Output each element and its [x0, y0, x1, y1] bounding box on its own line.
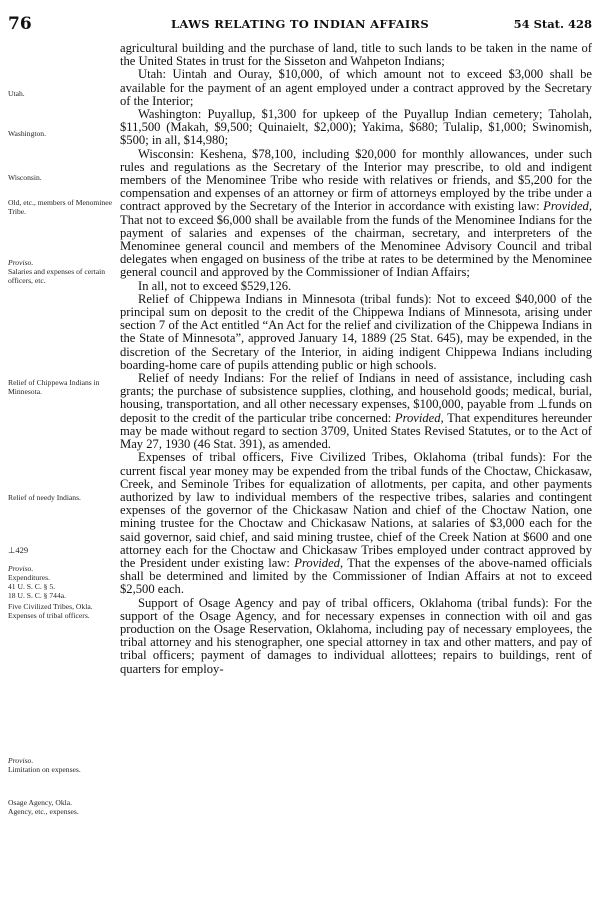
margin-note-usc-2: 18 U. S. C. § 744a. [8, 591, 67, 600]
margin-note-salaries: Salaries and expenses of certain officers, etc. [8, 267, 105, 285]
proviso-label: Proviso. [8, 258, 34, 267]
margin-note-osage-title: Osage Agency, Okla. [8, 798, 73, 807]
margin-note-proviso-limitation [8, 756, 112, 774]
page-break-marker: ⊥429 [8, 545, 29, 555]
proviso-label: Proviso. [8, 756, 34, 765]
margin-note-expenditures: Expenditures. [8, 573, 50, 582]
margin-note-usc-1: 41 U. S. C. § 5. [8, 582, 56, 591]
margin-note-limitation: Limitation on expenses. [8, 765, 81, 774]
paragraph-osage: Support of Osage Agency and pay of tribal officers, Oklahoma (tribal funds): For the support of the Osage Agency, and for necessary expenses in connection with oil and gas production on the Osage Reservation, Oklahoma, including pay of necessary employees, the tribal attorney and his stenographer, one special attorney in tax and other matters, and pay of tribal officers; payment of damages to individual allottees; repairs to buildings, rent of quarters for employ- [120, 595, 592, 676]
margin-note-proviso [8, 258, 112, 285]
running-title: LAWS RELATING TO INDIAN AFFAIRS [171, 17, 429, 31]
page-header [8, 14, 592, 34]
paragraph-needy-indians: Relief of needy Indians: For the relief of Indians in need of assistance, including cash grants; the purchase of subsistence supplies, clothing, and household goods; medical, burial, housing, transportation, and all other necessary expenses, $100,000, payable from ⊥funds on deposit to the credit of the particular tribe concerned: Provided, That expenditures hereunder may be made without regard to section 3709, United States Revised Statutes, or to the Act of May 27, 1930 (46 Stat. 391), as amended. [120, 371, 593, 452]
paragraph-chippewa: Relief of Chippewa Indians in Minnesota (tribal funds): Not to exceed $40,000 of the principal sum on deposit to the credit of the Chippewa Indians of Minnesota, arising under section 7 of the Act entitled “An Act for the relief and civilization of the Chippewa Indians in the State of Minnesota”, approved January 14, 1889 (25 Stat. 645), may be expended, in the discretion of the Secretary of the Interior, in aiding indigent Chippewa Indians including boarding-home care of pupils attending public or high schools. [120, 291, 592, 372]
paragraph-sisseton: agricultural building and the purchase of land, title to such lands to be taken in the name of the United States in trust for the Sisseton and Wahpeton Indians; [120, 41, 592, 69]
margin-note-osage [8, 798, 112, 816]
paragraph-total: In all, not to exceed $529,126. [138, 278, 292, 293]
margin-note-washington: Washington. [8, 129, 46, 138]
margin-note-wisconsin: Wisconsin. [8, 173, 42, 182]
paragraph-washington: Washington: Puyallup, $1,300 for upkeep of the Puyallup Indian cemetery; Taholah, $11,500 (Makah, $9,500; Quinaielt, $2,000); Yakima, $680; Tulalip, $1,000; Swinomish, $500; in all, $14,980; [120, 107, 592, 148]
paragraph-wisconsin: Wisconsin: Keshena, $78,100, including $20,000 for monthly allowances, under such rules and regulations as the Secretary of the Interior may prescribe, to old and indigent members of the Menominee Tribe who reside with relatives or friends, and $5,200 for the compensation and expenses of an attorney or firm of attorneys employed by the tribe under a contract approved by the Secretary of the Interior in accordance with existing law: Provided, That not to exceed $6,000 shall be available from the funds of the Menominee Indians for the payment of salaries and expenses of the chairman, secretary, and interpreters of the Menominee general council and members of the Menominee Advisory Council and tribal delegates when engaged on business of the tribe at rates to be determined by the Menominee general council and approved by the Commissioner of Indian Affairs; [120, 146, 592, 280]
page-number: 76 [8, 14, 32, 34]
margin-note-five-tribes-title: Five Civilized Tribes, Okla. [8, 602, 93, 611]
margin-note-five-tribes [8, 602, 112, 620]
margin-note-old-members: Old, etc., members of Menominee Tribe. [8, 198, 112, 216]
proviso-label: Proviso. [8, 564, 34, 573]
margin-note-utah: Utah. [8, 89, 25, 98]
statute-body [120, 42, 592, 676]
margin-note-osage-agency: Agency, etc., expenses. [8, 807, 79, 816]
margin-note-proviso-expenditures [8, 564, 112, 600]
paragraph-five-civilized-tribes: Expenses of tribal officers, Five Civilized Tribes, Oklahoma (tribal funds): For the current fiscal year money may be expended from the tribal funds of the Choctaw, Chickasaw, Creek, and Seminole Tribes for equalization of allotments, per capita, and other payments authorized by law to individual members of the respective tribes, salaries and contingent expenses of the governor of the Chickasaw Nation and chief of the Choctaw Nation, one mining trustee for the Choctaw and Chickasaw Nations, at salaries of $3,000 each for the said governor, said chief, and said mining trustee, chief of the Creek Nation at $600 and one attorney each for the Choctaw and Chickasaw Tribes employed under contract approved by the President under existing law: Provided, That the expenses of the above-named officials shall be determined and limited by the Commissioner of Indian Affairs at not to exceed $2,500 each. [120, 450, 593, 597]
margin-note-chippewa: Relief of Chippewa Indians in Minnesota. [8, 378, 100, 396]
statute-reference: 54 Stat. 428 [513, 17, 592, 31]
paragraph-utah: Utah: Uintah and Ouray, $10,000, of which amount not to exceed $3,000 shall be available for the payment of an agent employed under a contract approved by the Secretary of the Interior; [120, 67, 592, 108]
margin-note-expenses-officers: Expenses of tribal officers. [8, 611, 90, 620]
margin-note-needy: Relief of needy Indians. [8, 493, 81, 502]
